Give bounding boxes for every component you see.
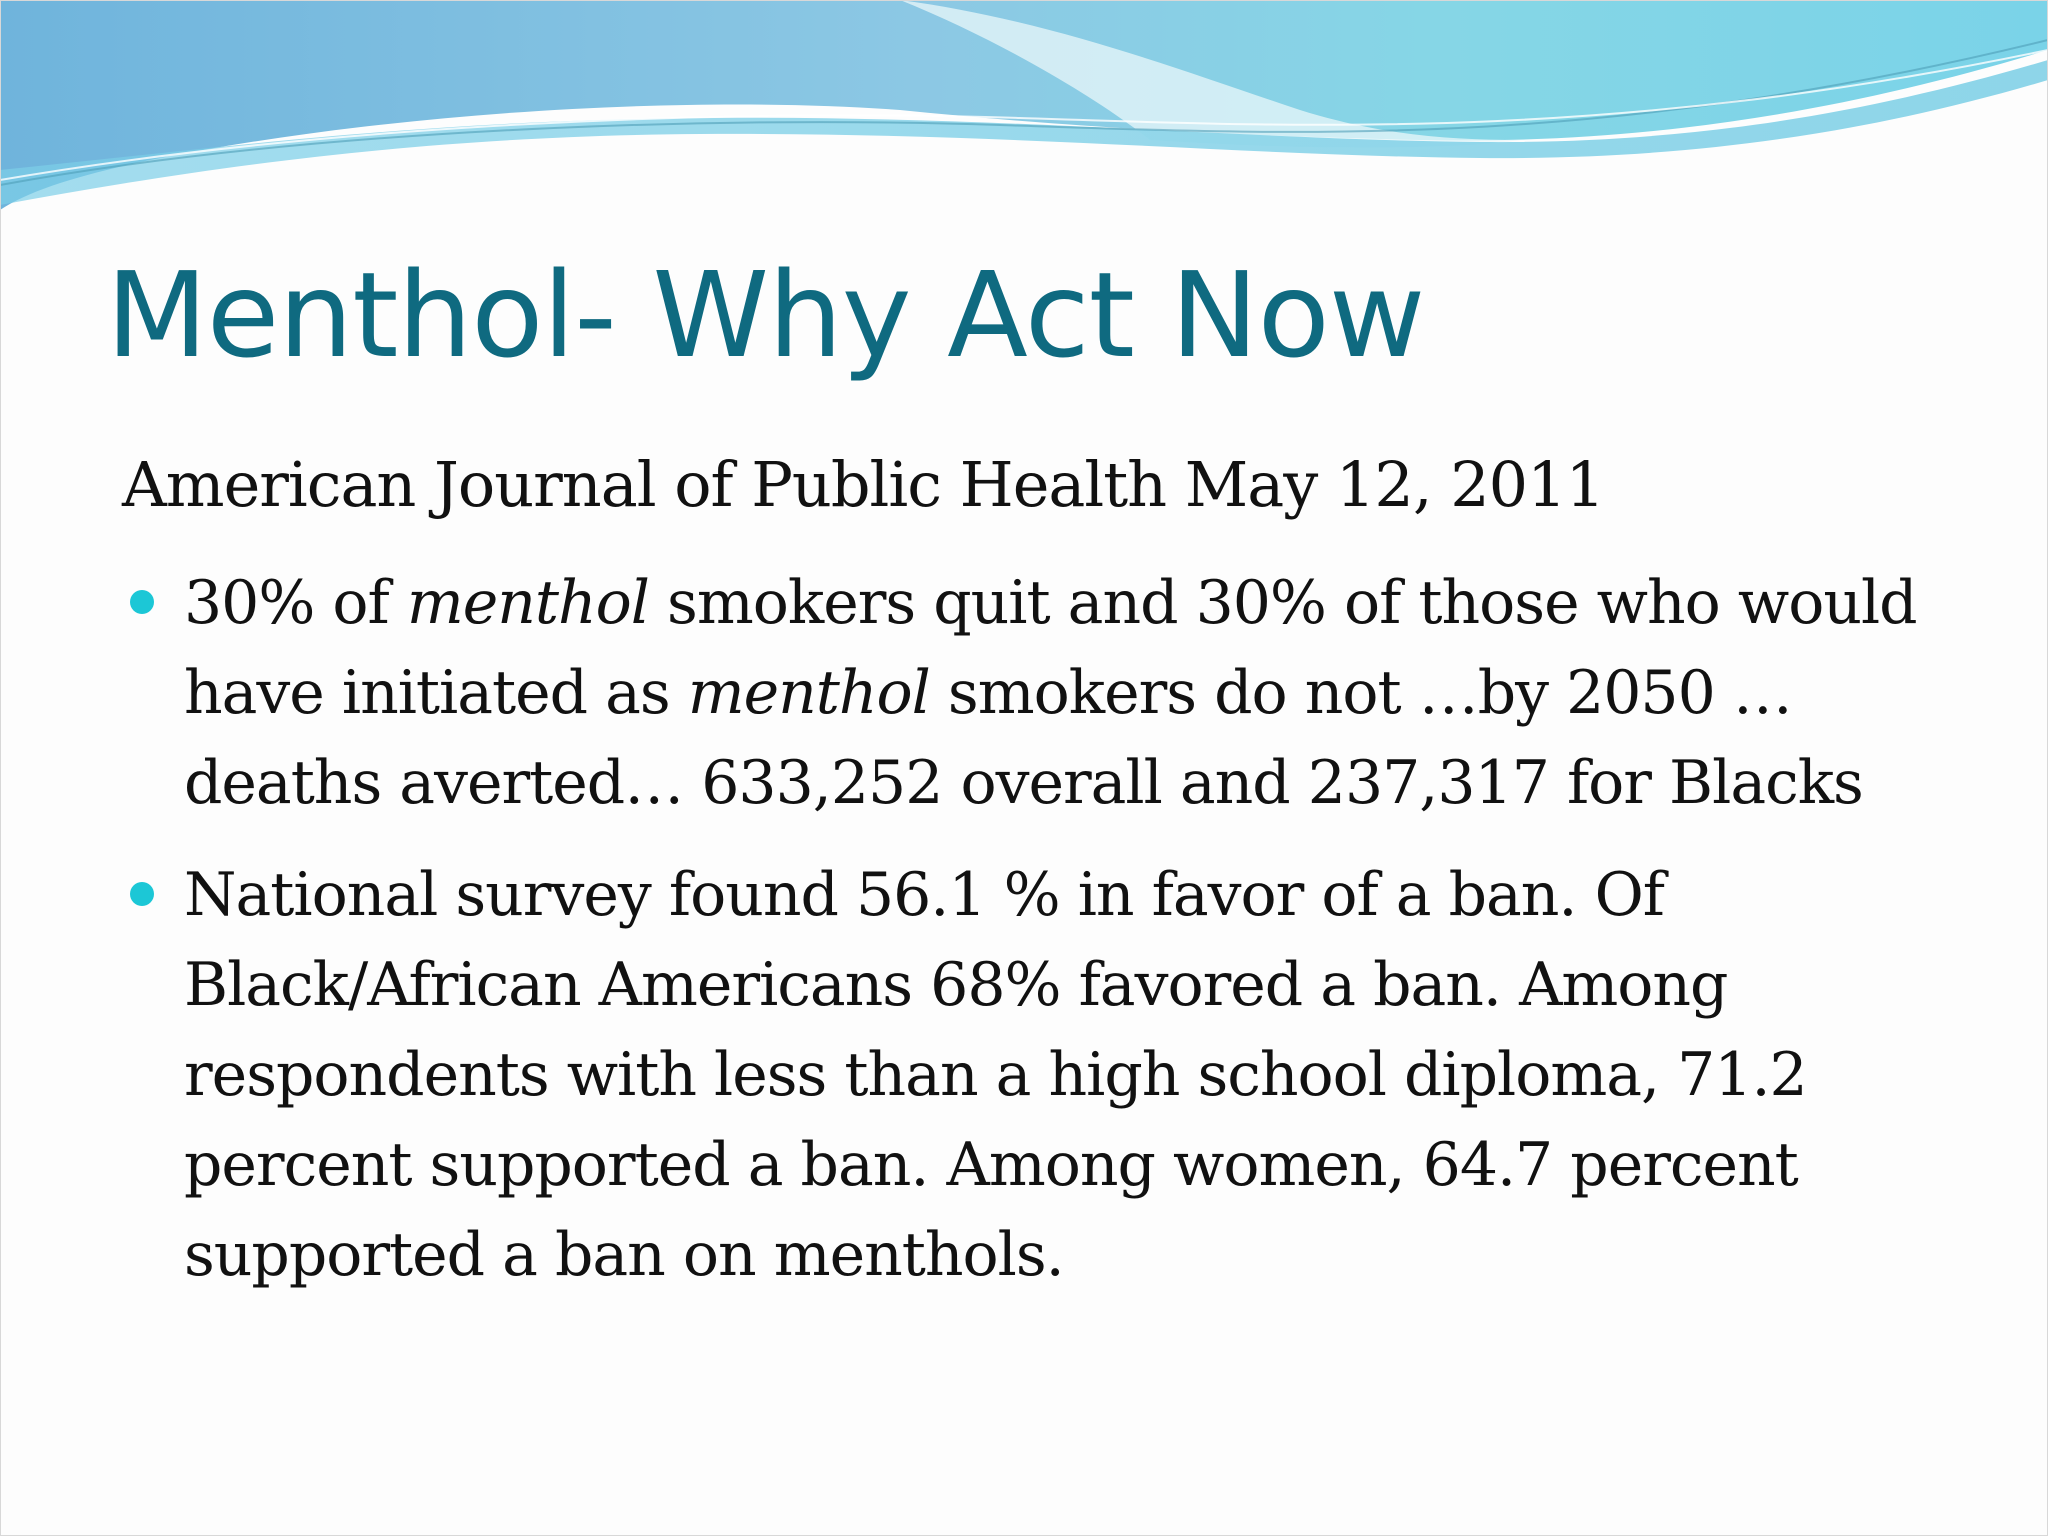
- bullet-text-part: smokers quit and 30% of those who would have initiated as: [184, 568, 1917, 728]
- bullet-text-part: National survey found 56.1 % in favor of a ban. Of Black/African Americans 68% favored a ban. Among respondents with less than a high school diploma, 71.2 percent supported a ban. Among women, 64.7 percent supported a ban on menthols.: [184, 860, 1807, 1290]
- bullet-text-part-italic: menthol: [406, 568, 649, 638]
- bullet-text-part-italic: menthol: [687, 658, 930, 728]
- bullet-list: [122, 558, 1942, 1322]
- bullet-text-part: smokers do not …by 2050 …deaths averted… 633,252 overall and 237,317 for Blacks: [184, 658, 1863, 818]
- slide-subtitle: American Journal of Public Health May 12, 2011: [122, 448, 1605, 521]
- bullet-dot-icon: [130, 590, 154, 614]
- slide-title: Menthol- Why Act Now: [106, 246, 1425, 384]
- bullet-text: [184, 860, 1807, 1290]
- bullet-text-part: 30% of: [184, 568, 407, 638]
- header-wave-decoration: [0, 0, 2048, 240]
- bullet-text: [184, 568, 1917, 818]
- bullet-item: [122, 850, 1942, 1300]
- bullet-dot-icon: [130, 882, 154, 906]
- bullet-item: [122, 558, 1942, 828]
